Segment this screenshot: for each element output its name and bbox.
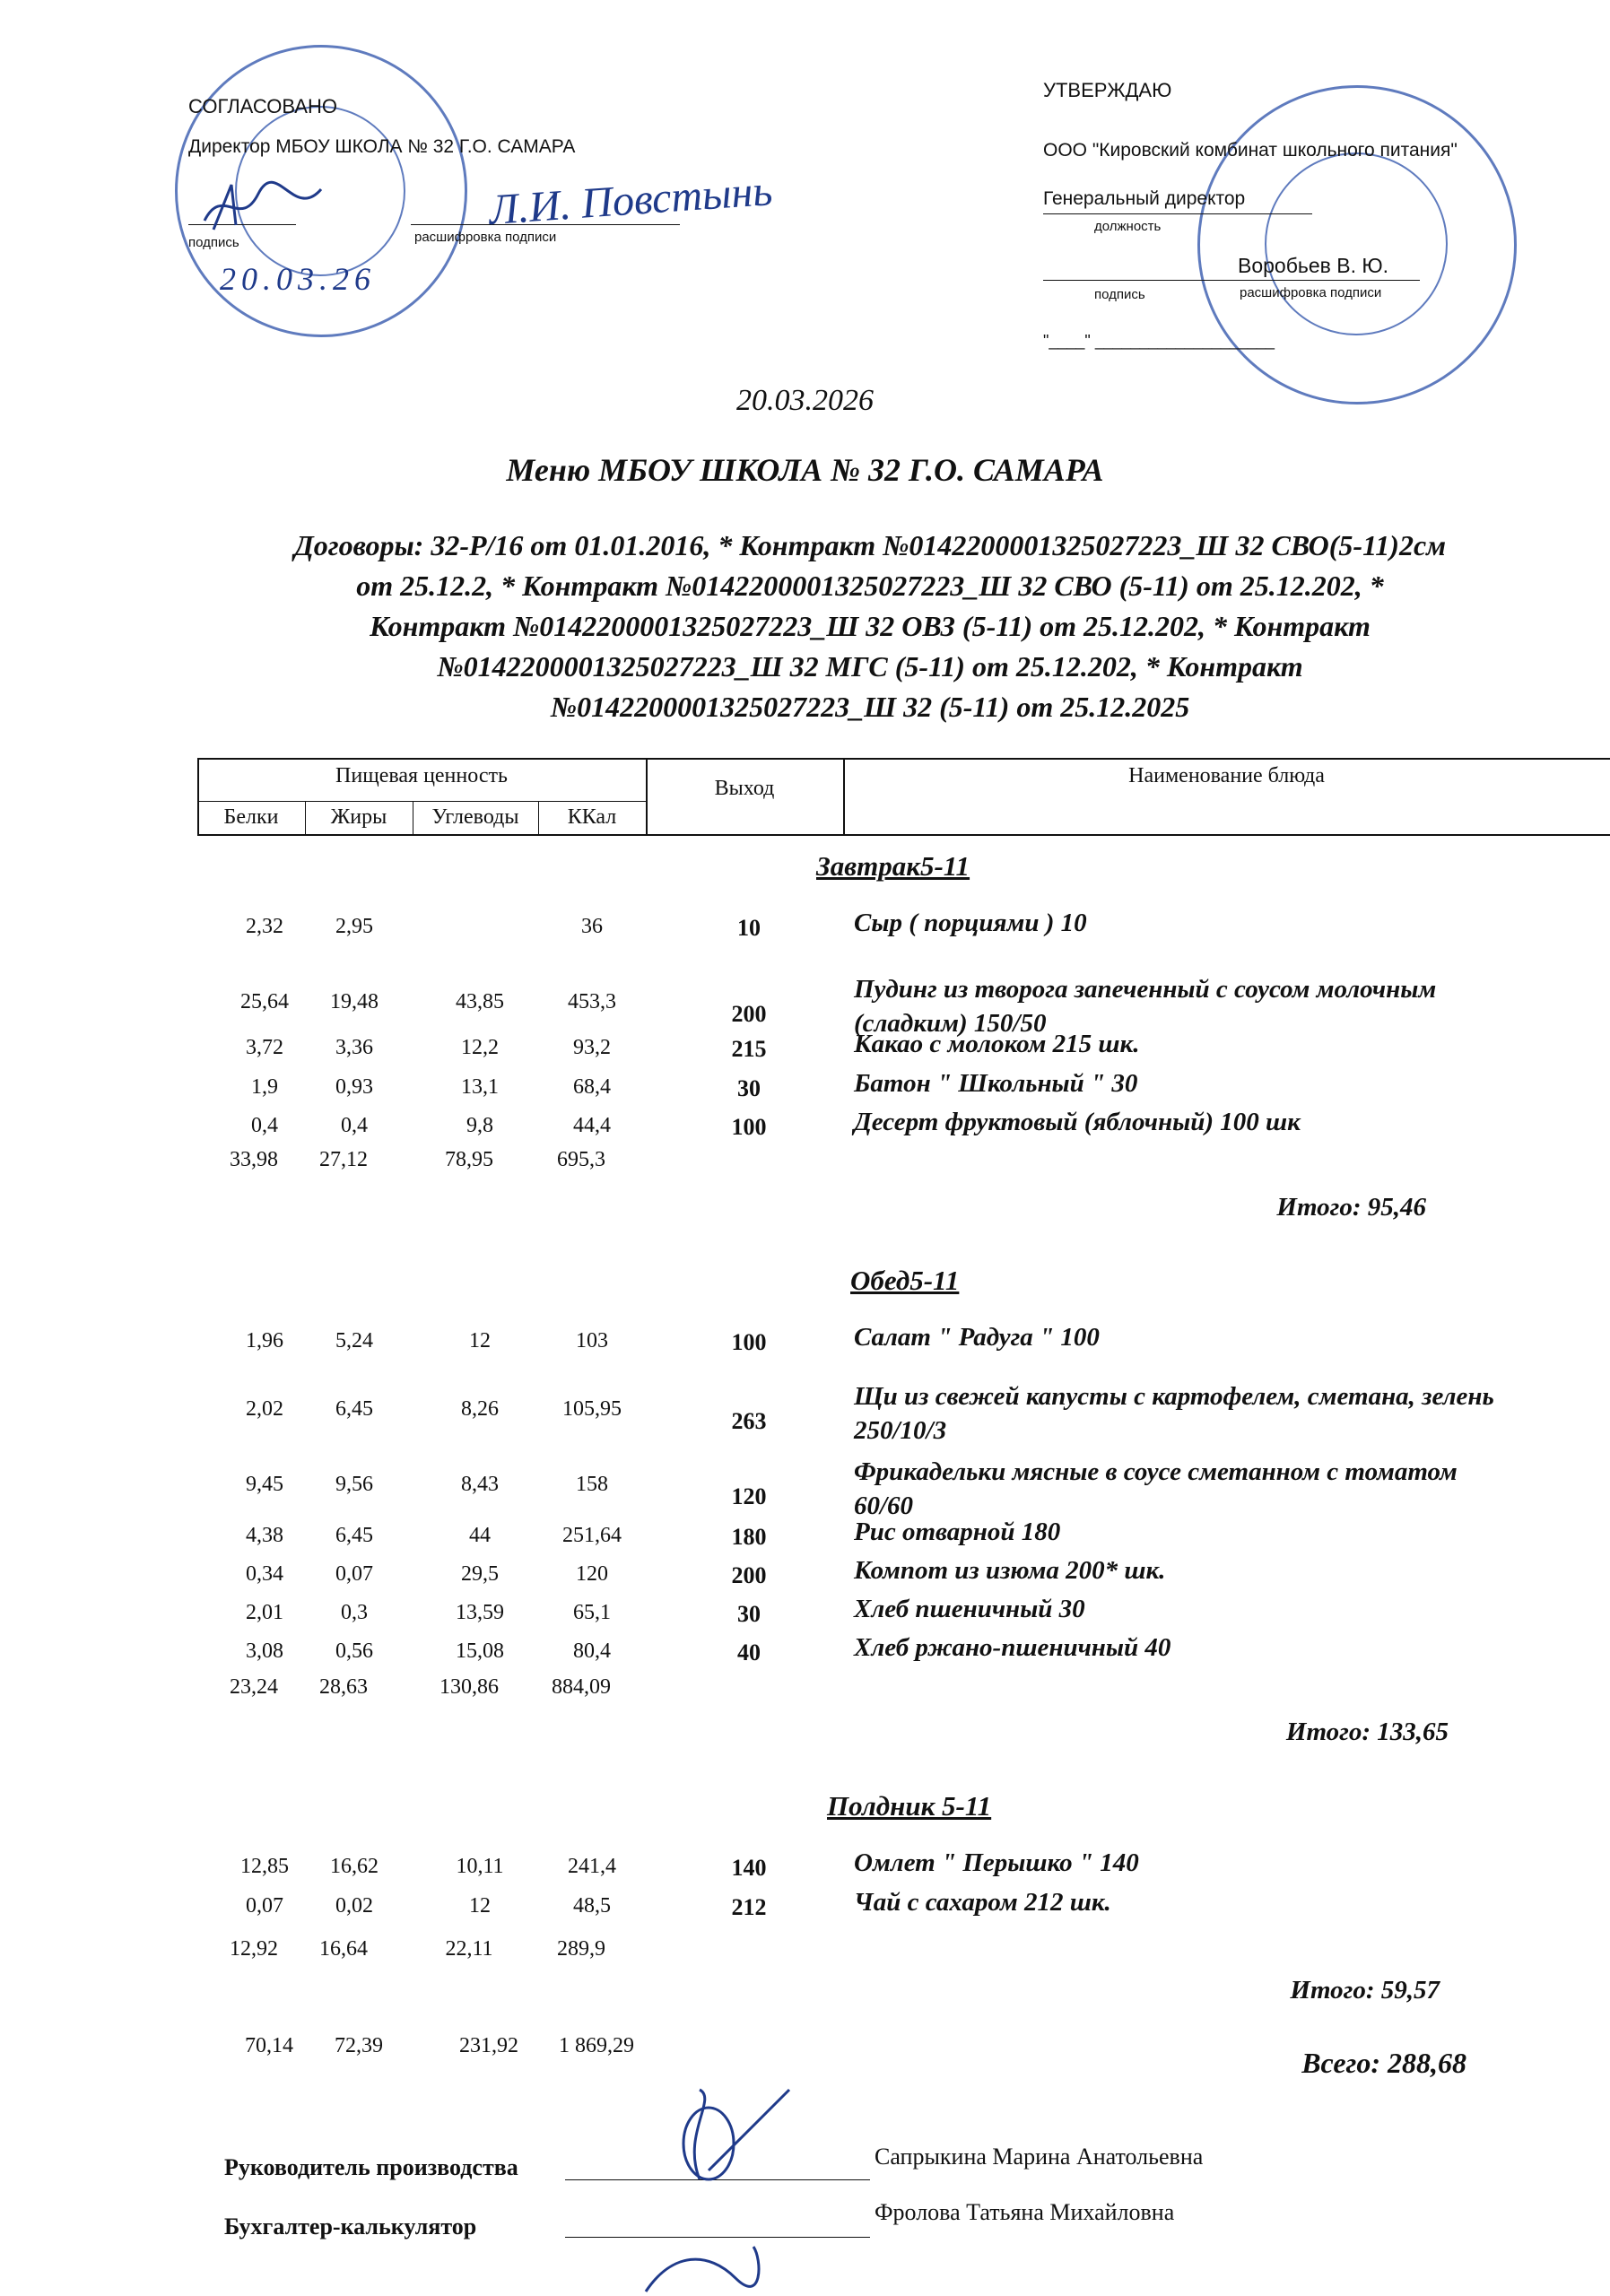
cell-b: 0,34 [246, 1562, 283, 1586]
dish-name: Батон " Школьный " 30 [854, 1069, 1138, 1098]
snack-total: Итого: 59,57 [1290, 1976, 1440, 2005]
cell-k: 251,64 [562, 1524, 622, 1547]
contracts-line: Контракт №0142200001325027223_Ш 32 ОВЗ (5-11) от 25.12.202, * Контракт [370, 610, 1371, 642]
cell-c: 15,08 [456, 1639, 504, 1663]
cell-c: 13,1 [461, 1075, 499, 1099]
cell-c: 12 [469, 1894, 491, 1918]
cell-b: 3,72 [246, 1036, 283, 1059]
cell-b: 1,96 [246, 1329, 283, 1352]
production-head-signature [646, 2081, 825, 2188]
cell-f: 16,62 [330, 1855, 379, 1878]
dish-name: Компот из изюма 200* шк. [854, 1556, 1166, 1585]
cell-yield: 180 [731, 1524, 767, 1550]
dish-name: Щи из свежей капусты с картофелем, сметана, зелень [854, 1382, 1494, 1411]
cell-c: 8,26 [461, 1397, 499, 1421]
header-nutrition: Пищевая ценность [335, 764, 508, 787]
header-top-border [197, 758, 1610, 760]
cell-k: 48,5 [573, 1894, 611, 1918]
dish-name: Какао с молоком 215 шк. [854, 1030, 1140, 1058]
cell-yield: 120 [731, 1483, 767, 1509]
dish-name: Хлеб пшеничный 30 [854, 1595, 1085, 1623]
ceo-name: Воробьев В. Ю. [1238, 254, 1389, 277]
cell-yield: 200 [731, 1562, 767, 1588]
breakfast-total: Итого: 95,46 [1276, 1193, 1426, 1222]
sum-f: 28,63 [319, 1675, 368, 1699]
grand-total: Всего: 288,68 [1301, 2047, 1466, 2079]
cell-b: 1,9 [251, 1075, 278, 1099]
cell-yield: 10 [737, 915, 761, 941]
header-yield: Выход [714, 777, 775, 800]
accountant-line [565, 2237, 870, 2238]
production-head-name: Сапрыкина Марина Анатольевна [875, 2144, 1204, 2170]
ceo-signature-caption: подпись [1094, 287, 1145, 302]
approval-date-line: "____" ____________________ [1043, 332, 1275, 350]
cell-yield: 140 [731, 1855, 767, 1881]
dish-name: Фрикадельки мясные в соусе сметанном с томатом [854, 1457, 1458, 1486]
director-signature [196, 176, 330, 239]
header-fat: Жиры [330, 805, 387, 829]
lunch-total: Итого: 133,65 [1285, 1718, 1449, 1746]
cell-k: 80,4 [573, 1639, 611, 1663]
sum-b: 33,98 [230, 1148, 278, 1171]
grand-c: 231,92 [459, 2034, 518, 2057]
handwritten-date: 20.03.26 [220, 261, 376, 297]
contracts-line: от 25.12.2, * Контракт №0142200001325027223_Ш 32 СВО (5-11) от 25.12.202, * [356, 570, 1384, 602]
cell-k: 68,4 [573, 1075, 611, 1099]
cell-k: 105,95 [562, 1397, 622, 1421]
dish-name: Сыр ( порциями ) 10 [854, 909, 1087, 937]
lunch-title: Обед5-11 [850, 1265, 960, 1296]
dish-name: Чай с сахаром 212 шк. [854, 1888, 1111, 1917]
sum-k: 884,09 [552, 1675, 611, 1699]
ceo-signature-line [1043, 280, 1420, 281]
contracts-line: №0142200001325027223_Ш 32 (5-11) от 25.12.2025 [550, 691, 1190, 723]
position-line [1043, 213, 1312, 214]
cell-k: 65,1 [573, 1601, 611, 1624]
cell-f: 5,24 [335, 1329, 373, 1352]
cell-c: 8,43 [461, 1473, 499, 1496]
breakfast-title: Завтрак5-11 [816, 850, 970, 882]
cell-b: 9,45 [246, 1473, 283, 1496]
cell-b: 2,01 [246, 1601, 283, 1624]
sum-c: 78,95 [445, 1148, 493, 1171]
nutrition-divider [197, 801, 646, 802]
cell-f: 3,36 [335, 1036, 373, 1059]
header-dish: Наименование блюда [1128, 764, 1325, 787]
cell-f: 6,45 [335, 1524, 373, 1547]
dish-name-cont: (сладким) 150/50 [854, 1009, 1047, 1038]
director-position: Директор МБОУ ШКОЛА № 32 Г.О. САМАРА [188, 136, 576, 157]
cell-b: 12,85 [240, 1855, 289, 1878]
production-head-role: Руководитель производства [224, 2154, 518, 2180]
sum-b: 12,92 [230, 1937, 278, 1961]
accountant-signature [628, 2242, 771, 2296]
ceo-position: Генеральный директор [1043, 188, 1246, 209]
cell-f: 2,95 [335, 915, 373, 938]
cell-yield: 40 [737, 1639, 761, 1665]
cell-f: 0,02 [335, 1894, 373, 1918]
cell-c: 29,5 [461, 1562, 499, 1586]
cell-b: 4,38 [246, 1524, 283, 1547]
cell-f: 6,45 [335, 1397, 373, 1421]
cell-c: 13,59 [456, 1601, 504, 1624]
contracts-line: №0142200001325027223_Ш 32 МГС (5-11) от 25.12.202, * Контракт [437, 650, 1303, 683]
decoding-caption: расшифровка подписи [414, 230, 557, 245]
cell-f: 0,4 [341, 1114, 368, 1137]
cell-yield: 263 [731, 1408, 767, 1434]
cell-f: 9,56 [335, 1473, 373, 1496]
sum-k: 695,3 [557, 1148, 605, 1171]
cell-yield: 30 [737, 1601, 761, 1627]
cell-c: 44 [469, 1524, 491, 1547]
cell-b: 2,02 [246, 1397, 283, 1421]
cell-f: 0,93 [335, 1075, 373, 1099]
cell-c: 12 [469, 1329, 491, 1352]
cell-c: 9,8 [466, 1114, 493, 1137]
grand-f: 72,39 [335, 2034, 383, 2057]
cell-k: 120 [576, 1562, 608, 1586]
sum-c: 130,86 [439, 1675, 499, 1699]
cell-yield: 30 [737, 1075, 761, 1101]
dish-name-cont: 60/60 [854, 1492, 914, 1520]
dish-name: Рис отварной 180 [854, 1518, 1061, 1546]
cell-f: 0,56 [335, 1639, 373, 1663]
cell-k: 93,2 [573, 1036, 611, 1059]
cell-f: 19,48 [330, 990, 379, 1013]
sum-c: 22,11 [445, 1937, 493, 1961]
cell-f: 0,3 [341, 1601, 368, 1624]
cell-k: 103 [576, 1329, 608, 1352]
cell-k: 241,4 [568, 1855, 616, 1878]
cell-yield: 215 [731, 1036, 767, 1062]
menu-date: 20.03.2026 [736, 384, 874, 417]
position-caption: должность [1094, 219, 1162, 234]
cell-yield: 212 [731, 1894, 767, 1920]
header-carbs: Углеводы [431, 805, 519, 829]
dish-name-cont: 250/10/3 [854, 1416, 947, 1445]
cell-c: 43,85 [456, 990, 504, 1013]
cell-k: 44,4 [573, 1114, 611, 1137]
menu-title: Меню МБОУ ШКОЛА № 32 Г.О. САМАРА [506, 452, 1104, 488]
header-protein: Белки [223, 805, 279, 829]
grand-b: 70,14 [245, 2034, 293, 2057]
agreed-label: СОГЛАСОВАНО [188, 95, 337, 117]
cell-b: 3,08 [246, 1639, 283, 1663]
cell-c: 10,11 [456, 1855, 504, 1878]
dish-name: Пудинг из творога запеченный с соусом молочным [854, 975, 1437, 1004]
header-bottom-border [197, 834, 1610, 836]
company-stamp-inner [1265, 152, 1448, 335]
cell-f: 0,07 [335, 1562, 373, 1586]
cell-b: 25,64 [240, 990, 289, 1013]
cell-b: 0,4 [251, 1114, 278, 1137]
signature-caption: подпись [188, 235, 239, 250]
dish-name: Хлеб ржано-пшеничный 40 [854, 1633, 1171, 1662]
cell-b: 0,07 [246, 1894, 283, 1918]
dish-name: Омлет " Перышко " 140 [854, 1848, 1139, 1877]
snack-title: Полдник 5-11 [827, 1790, 992, 1822]
sum-f: 27,12 [319, 1148, 368, 1171]
cell-b: 2,32 [246, 915, 283, 938]
cell-k: 453,3 [568, 990, 616, 1013]
contracts-line: Договоры: 32-Р/16 от 01.01.2016, * Контракт №0142200001325027223_Ш 32 СВО(5-11)2см [293, 529, 1447, 561]
cell-c: 12,2 [461, 1036, 499, 1059]
cell-k: 36 [581, 915, 603, 938]
company-name: ООО "Кировский комбинат школьного питания" [1043, 140, 1458, 161]
accountant-name: Фролова Татьяна Михайловна [875, 2199, 1175, 2225]
cell-yield: 100 [731, 1114, 767, 1140]
grand-k: 1 869,29 [559, 2034, 634, 2057]
cell-yield: 200 [731, 1001, 767, 1027]
accountant-role: Бухгалтер-калькулятор [224, 2213, 477, 2239]
sum-k: 289,9 [557, 1937, 605, 1961]
dish-name: Десерт фруктовый (яблочный) 100 шк [854, 1108, 1301, 1136]
sum-b: 23,24 [230, 1675, 278, 1699]
cell-k: 158 [576, 1473, 608, 1496]
ceo-decoding-caption: расшифровка подписи [1240, 285, 1382, 300]
header-kcal: ККал [567, 805, 617, 829]
handwritten-name: Л.И. Повстынь [487, 167, 774, 234]
sum-f: 16,64 [319, 1937, 368, 1961]
dish-name: Салат " Радуга " 100 [854, 1323, 1100, 1352]
approve-label: УТВЕРЖДАЮ [1043, 79, 1172, 101]
cell-yield: 100 [731, 1329, 767, 1355]
